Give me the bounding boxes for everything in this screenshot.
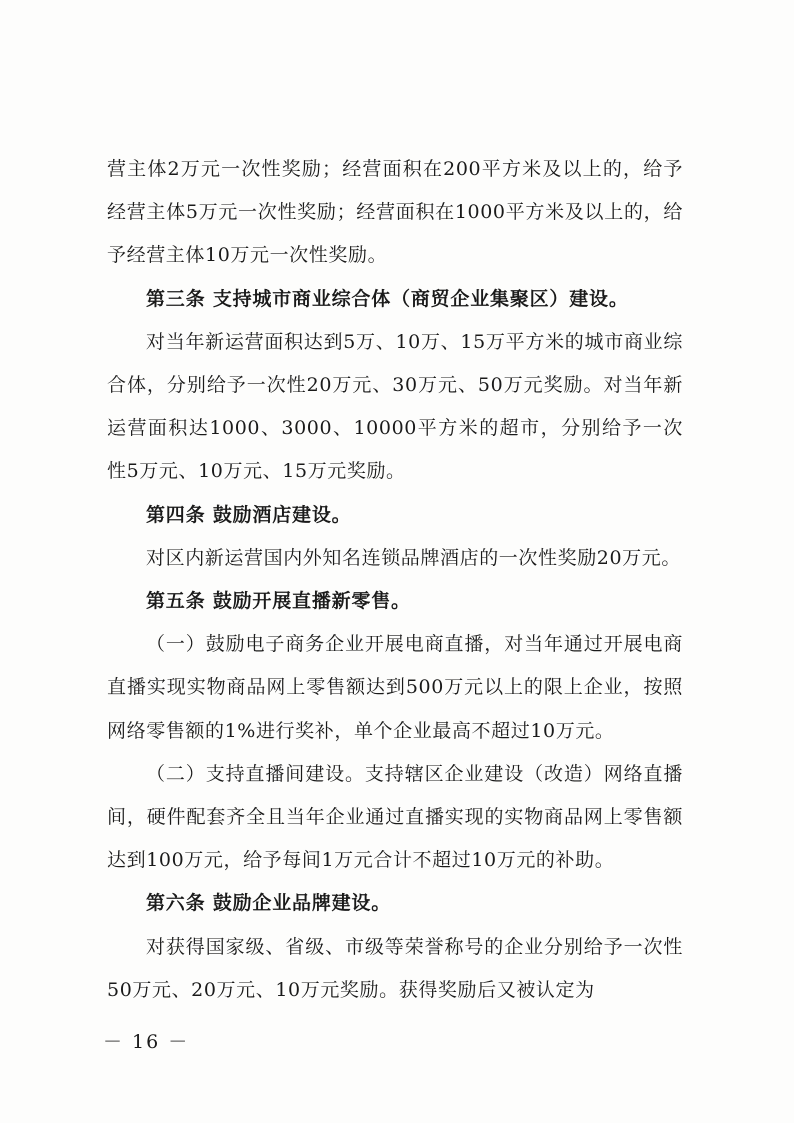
article-3-heading: 第三条 支持城市商业综合体（商贸企业集聚区）建设。	[146, 287, 629, 310]
article-3-body: 对当年新运营面积达到5万、10万、15万平方米的城市商业综合体，分别给予一次性20万元、30万元、50万元奖励。对当年新运营面积达1000、3000、10000平方米的超市，分别给予一次性5万元、10万元、15万元奖励。	[107, 330, 683, 483]
article-5-item-1: （一）鼓励电子商务企业开展电商直播，对当年通过开展电商直播实现实物商品网上零售额达到500万元以上的限上企业，按照网络零售额的1%进行奖补，单个企业最高不超过10万元。	[107, 633, 683, 742]
article-5-item-2: （二）支持直播间建设。支持辖区企业建设（改造）网络直播间，硬件配套齐全且当年企业通过直播实现的实物商品网上零售额达到100万元，给予每间1万元合计不超过10万元的补助。	[107, 762, 683, 872]
page-number: － 16 －	[103, 1031, 190, 1053]
article-6-heading: 第六条 鼓励企业品牌建设。	[146, 892, 392, 915]
article-5-heading: 第五条 鼓励开展直播新零售。	[146, 590, 411, 613]
article-4-heading: 第四条 鼓励酒店建设。	[146, 503, 352, 526]
article-6-body: 对获得国家级、省级、市级等荣誉称号的企业分别给予一次性50万元、20万元、10万元奖励。获得奖励后又被认定为	[107, 935, 683, 1001]
paragraph-continuation: 营主体2万元一次性奖励；经营面积在200平方米及以上的，给予经营主体5万元一次性奖励；经营面积在1000平方米及以上的，给予经营主体10万元一次性奖励。	[107, 158, 683, 267]
document-body	[107, 148, 683, 1012]
article-4-body: 对区内新运营国内外知名连锁品牌酒店的一次性奖励20万元。	[146, 546, 681, 569]
